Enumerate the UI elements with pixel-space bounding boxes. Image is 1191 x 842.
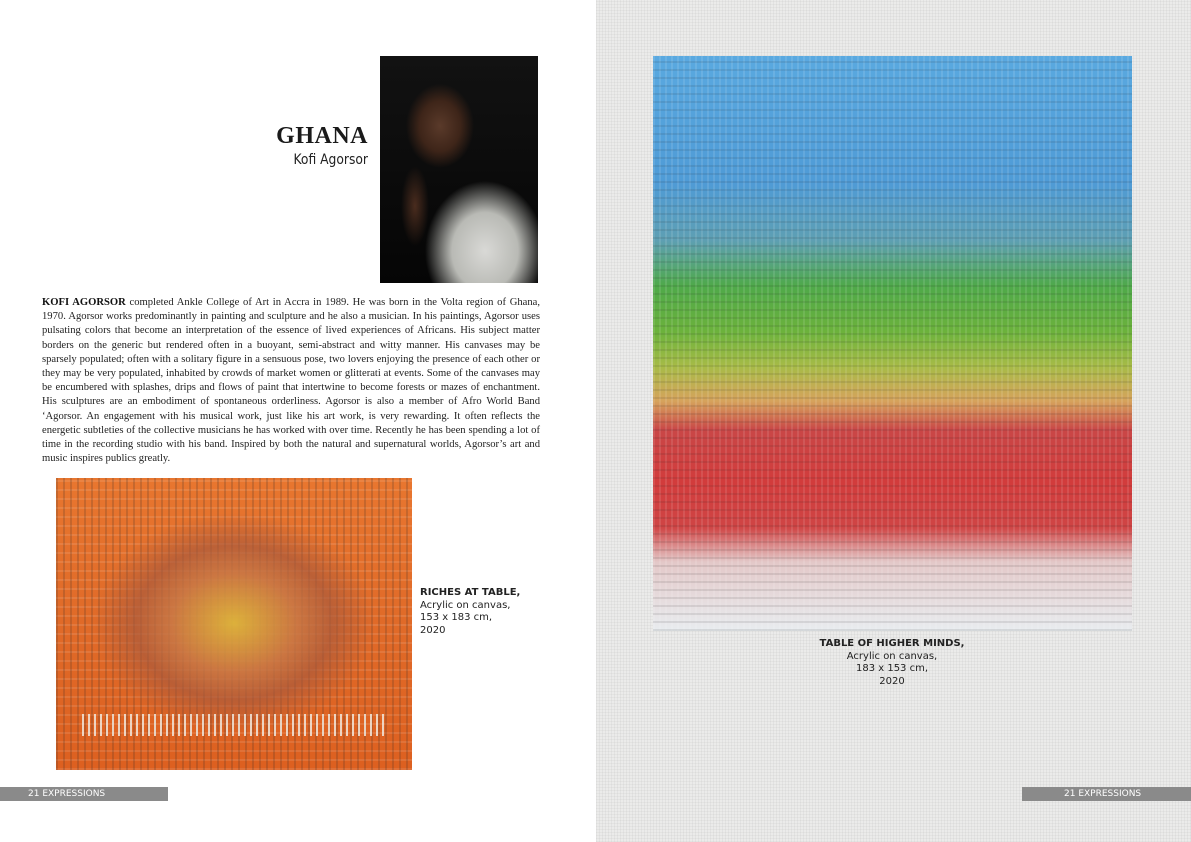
caption-year: 2020 xyxy=(879,675,905,687)
artist-name: Kofi Agorsor xyxy=(293,152,368,168)
artwork-caption-left xyxy=(420,587,570,637)
artist-bio xyxy=(42,296,540,466)
caption-year: 2020 xyxy=(420,624,446,636)
bio-lead: KOFI AGORSOR xyxy=(42,297,126,308)
caption-size: 153 x 183 cm, xyxy=(420,612,493,623)
page-footer-left: 21 EXPRESSIONS xyxy=(0,787,168,801)
artwork-image-table-of-higher-minds xyxy=(653,56,1132,631)
title-block xyxy=(180,122,368,170)
caption-title: TABLE OF HIGHER MINDS, xyxy=(819,638,965,649)
caption-medium: Acrylic on canvas, xyxy=(420,599,511,611)
artwork-caption-right xyxy=(786,638,998,688)
bio-text: completed Ankle College of Art in Accra in 1989. He was born in the Volta region of Ghana, 1970. Agorsor works predominantly in painting and sculpture and he also a musician. In his paintings, Agorsor uses pulsating colors that become an interpretation of the essence of lived experiences of Africans. His subject matter borders on the generic but rendered often in a buoyant, semi-abstract and witty manner. His canvases may be sparsely populated; often with a solitary figure in a sensuous pose, two lovers enjoying the presence of each other or they may be very populated, inhabited by crowds of market women or glitterati at events. Some of the canvases may be encumbered with splashes, drips and flows of paint that intertwine to become forests or mazes of enchantment. His sculptures are an embodiment of spontaneous orderliness. Agorsor is also a member of Afro World Band ‘Agorsor. An engagement with his musical work, just like his art work, is very rewarding. It often reflects the energetic subtleties of the collective musicians he has worked with over time. Recently he has been spending a lot of time in the recording studio with his band. Inspired by both the natural and supernatural worlds, Agorsor’s art and music inspires publics greatly. xyxy=(42,297,540,465)
caption-size: 183 x 153 cm, xyxy=(855,663,929,674)
country-heading: GHANA xyxy=(276,123,368,149)
caption-title: RICHES AT TABLE, xyxy=(420,587,521,598)
artwork-image-riches-at-table xyxy=(56,478,412,770)
right-page xyxy=(596,0,1191,842)
caption-medium: Acrylic on canvas, xyxy=(846,650,938,662)
page-footer-right: 21 EXPRESSIONS xyxy=(1022,787,1191,801)
artist-portrait-photo xyxy=(380,56,538,283)
painting-base-strip xyxy=(82,714,386,736)
